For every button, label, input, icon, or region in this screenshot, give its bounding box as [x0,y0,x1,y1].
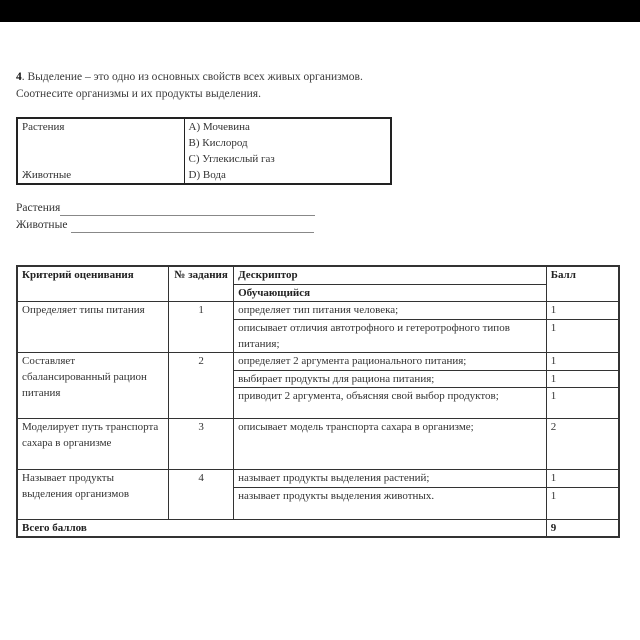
question-line-2: Соотнесите организмы и их продукты выделения. [16,88,261,100]
product-option: C) Углекислый газ [188,153,275,165]
question-number: 4 [16,71,22,83]
question-line-1: . Выделение – это одно из основных свойств всех живых организмов. [21,71,363,83]
product-option: A) Мочевина [188,121,250,133]
descriptor-cell: называет продукты выделения растений; [234,469,547,487]
task-number: 1 [169,301,234,352]
descriptor-cell: описывает модель транспорта сахара в организме; [234,418,547,469]
header-student: Обучающийся [234,284,547,301]
answer-label: Животные [16,219,68,231]
score-cell: 1 [546,319,619,352]
score-cell: 1 [546,387,619,418]
answer-animals[interactable] [16,218,314,233]
matching-table [16,117,392,185]
score-cell: 1 [546,352,619,370]
question-text [16,69,363,103]
task-number: 3 [169,418,234,469]
criterion-cell: Составляет сбалансированный рацион питания [17,352,169,418]
product-option: D) Вода [188,169,226,181]
criterion-cell: Определяет типы питания [17,301,169,352]
answer-plants[interactable] [16,201,315,216]
organism-animals: Животные [22,169,72,181]
score-cell: 1 [546,469,619,487]
organisms-cell [17,118,184,184]
descriptor-cell: приводит 2 аргумента, объясняя свой выбор продуктов; [234,387,547,418]
header-task-no: № задания [169,266,234,301]
score-cell: 1 [546,370,619,387]
criterion-cell: Называет продукты выделения организмов [17,469,169,519]
rubric-table [16,265,620,538]
descriptor-cell: выбирает продукты для рациона питания; [234,370,547,387]
organism-plants: Растения [22,121,65,133]
task-number: 4 [169,469,234,519]
criterion-cell: Моделирует путь транспорта сахара в организме [17,418,169,469]
descriptor-cell: называет продукты выделения животных. [234,487,547,519]
products-cell [184,118,391,184]
total-score: 9 [546,519,619,537]
answer-label: Растения [16,202,61,214]
task-number: 2 [169,352,234,418]
header-criterion: Критерий оценивания [17,266,169,301]
header-descriptor: Дескриптор [234,266,547,284]
total-label: Всего баллов [17,519,546,537]
answer-line[interactable] [60,204,315,216]
score-cell: 1 [546,301,619,319]
header-score: Балл [546,266,619,301]
score-cell: 1 [546,487,619,519]
score-cell: 2 [546,418,619,469]
descriptor-cell: определяет тип питания человека; [234,301,547,319]
product-option: B) Кислород [188,137,248,149]
descriptor-cell: описывает отличия автотрофного и гетеротрофного типов питания; [234,319,547,352]
top-black-bar [0,0,640,22]
answer-line[interactable] [71,221,314,233]
descriptor-cell: определяет 2 аргумента рационального питания; [234,352,547,370]
